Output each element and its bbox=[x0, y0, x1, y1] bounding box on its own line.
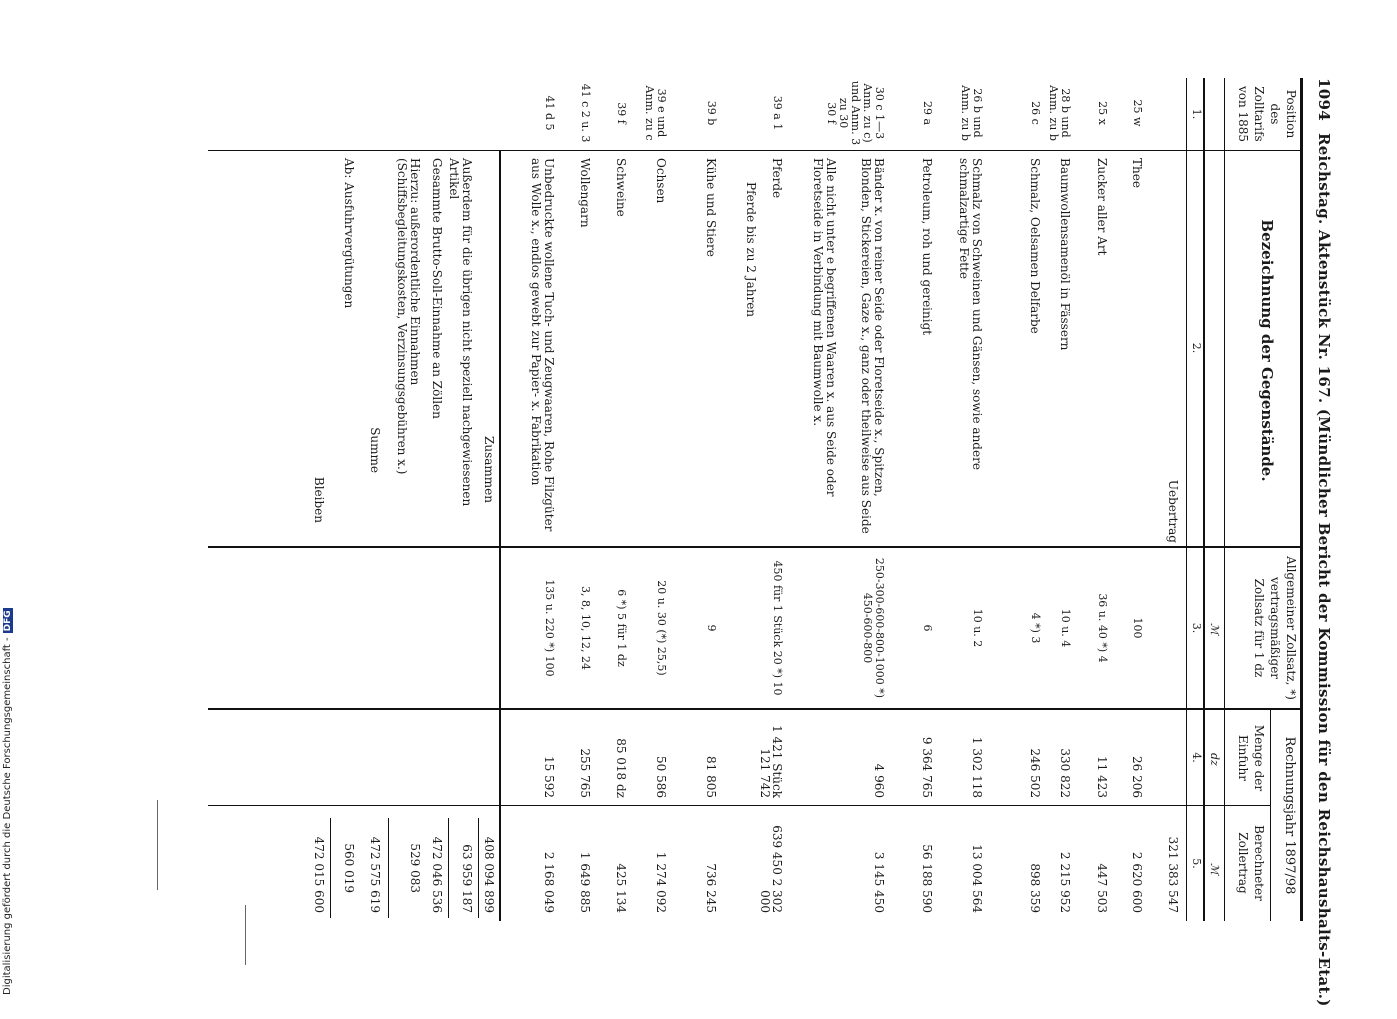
cell-description: Alle nicht unter e begriffenen Waaren x. aus Seide oder Floretseide in Verbindung mit Baumwolle x. bbox=[811, 158, 838, 497]
cell-rate: 250-300-600-800-1000 *) 450-600-800 bbox=[861, 557, 886, 699]
credit-text: Digitalisierung gefördert durch die Deutsche Forschungsgemeinschaft - bbox=[2, 637, 13, 995]
column-number: 1. bbox=[1190, 108, 1203, 120]
cell-yield: 472 015 600 bbox=[312, 836, 326, 913]
column-number: 5. bbox=[1190, 858, 1203, 869]
cell-description: Petroleum, roh und gereinigt bbox=[920, 158, 934, 336]
cell-quantity: 1 421 Stück 121 742 bbox=[758, 725, 784, 798]
header-fiscal-year: Rechnungsjahr 1897/98 bbox=[1282, 736, 1297, 895]
cell-position: 30 f bbox=[825, 102, 838, 124]
unit-yield: ℳ bbox=[1208, 863, 1221, 875]
totals-rule bbox=[499, 150, 501, 921]
cell-description: Pferde bis zu 2 Jahren bbox=[744, 182, 758, 318]
column-number: 4. bbox=[1190, 752, 1203, 763]
cell-yield: 447 503 bbox=[1095, 863, 1109, 913]
cell-description: Uebertrag bbox=[1166, 479, 1180, 543]
cell-description: Pferde bbox=[770, 158, 784, 199]
cell-yield: 736 245 bbox=[704, 863, 718, 913]
column-divider bbox=[208, 708, 1303, 710]
cell-position: 28 b und Anm. zu b bbox=[1047, 85, 1072, 141]
cell-yield: 2 168 049 bbox=[542, 851, 556, 913]
digitization-credit bbox=[2, 5, 13, 995]
cell-rate: 9 bbox=[705, 624, 718, 632]
cell-rate: 3, 8, 10, 12, 24 bbox=[579, 586, 592, 670]
cell-description: Ab: Ausfuhrvergütungen bbox=[342, 158, 356, 309]
cell-description: Bleiben bbox=[312, 476, 326, 523]
cell-rate: 36 u. 40 *) 4 bbox=[1096, 593, 1109, 663]
cell-yield: 639 450 2 302 000 bbox=[758, 825, 784, 913]
page-number: 1094 bbox=[1315, 78, 1333, 121]
cell-description: Außerdem für die übrigen nicht speziell nachgewiesenen Artikel bbox=[447, 158, 474, 507]
header-yield: Berechneter Zollertrag bbox=[1236, 825, 1266, 901]
cell-quantity: 255 765 bbox=[578, 748, 592, 798]
header-description: Bezeichnung der Gegenstände. bbox=[1258, 219, 1276, 482]
cell-yield: 2 215 952 bbox=[1058, 851, 1072, 913]
cell-yield: 408 094 899 bbox=[482, 836, 496, 913]
cell-yield: 529 083 bbox=[408, 843, 422, 893]
table-colnum-rule bbox=[1203, 78, 1205, 921]
cell-yield: 321 383 547 bbox=[1166, 836, 1180, 913]
customs-table bbox=[208, 78, 1303, 921]
document-page bbox=[208, 78, 1333, 1007]
cell-yield: 560 019 bbox=[342, 843, 356, 893]
cell-yield: 472 046 536 bbox=[430, 836, 444, 913]
header-position: Position des Zolltarifs von 1885 bbox=[1236, 85, 1298, 143]
cell-position: 39 a 1 bbox=[771, 95, 784, 131]
cell-description: Zucker aller Art bbox=[1095, 158, 1109, 256]
cell-description: Baumwollensamenöl in Fässern bbox=[1058, 158, 1072, 351]
cell-position: 41 c 2 u. 3 bbox=[579, 83, 592, 143]
cell-rate: 6 bbox=[921, 624, 934, 632]
cell-yield: 63 959 187 bbox=[460, 844, 474, 913]
group-header-rule bbox=[1270, 710, 1271, 921]
cell-quantity: 81 805 bbox=[704, 756, 718, 798]
cell-yield: 1 274 092 bbox=[654, 851, 668, 913]
sum-rule bbox=[388, 818, 389, 918]
cell-position: 26 b und Anm. zu b bbox=[959, 85, 984, 141]
cell-position: 39 e und Anm. zu c bbox=[643, 85, 668, 141]
cell-rate: 10 u. 2 bbox=[971, 608, 984, 648]
cell-description: Gesammte Brutto-Soll-Einnahme an Zöllen bbox=[430, 158, 444, 419]
cell-rate: 100 bbox=[1131, 617, 1144, 639]
page-header bbox=[1307, 78, 1333, 1007]
cell-position: 26 c bbox=[1029, 101, 1042, 125]
header-quantity: Menge der Einfuhr bbox=[1236, 724, 1266, 792]
column-number: 3. bbox=[1190, 622, 1203, 634]
digitization-credit-sidebar bbox=[2, 0, 22, 1000]
table-body-rule bbox=[1186, 78, 1187, 921]
cell-quantity: 85 018 dz bbox=[614, 738, 628, 798]
cell-description: Schweine bbox=[614, 158, 628, 217]
margin-mark bbox=[157, 800, 158, 890]
cell-yield: 3 145 450 bbox=[872, 851, 886, 913]
cell-position: 41 d 5 bbox=[543, 95, 556, 131]
cell-yield: 13 004 564 bbox=[970, 844, 984, 913]
cell-rate: 135 u. 220 *) 100 bbox=[543, 579, 556, 677]
unit-quantity: dz bbox=[1208, 753, 1221, 766]
cell-description: Schmalz, Oelsamen Delfarbe bbox=[1028, 158, 1042, 334]
cell-yield: 425 134 bbox=[614, 863, 628, 913]
sum-rule bbox=[448, 818, 449, 918]
column-divider bbox=[208, 150, 1303, 151]
cell-quantity: 11 423 bbox=[1095, 756, 1109, 798]
column-divider bbox=[208, 805, 1271, 806]
cell-rate: 6 *) 5 für 1 dz bbox=[615, 589, 628, 667]
cell-description: Ochsen bbox=[654, 158, 668, 204]
header-rate: Allgemeiner Zollsatz, *) vertragsmäßiger Zollsatz für 1 dz bbox=[1252, 556, 1298, 700]
cell-rate: 10 u. 4 bbox=[1059, 608, 1072, 648]
cell-position: 25 w bbox=[1131, 99, 1144, 127]
dfg-logo: DFG bbox=[3, 610, 13, 632]
cell-description: Thee bbox=[1130, 158, 1144, 188]
cell-quantity: 15 592 bbox=[542, 756, 556, 798]
sum-rule bbox=[478, 818, 479, 918]
cell-position: 39 f bbox=[615, 102, 628, 124]
cell-quantity: 50 586 bbox=[654, 756, 668, 798]
cell-yield: 1 649 885 bbox=[578, 851, 592, 913]
column-number: 2. bbox=[1190, 342, 1203, 354]
cell-quantity: 246 502 bbox=[1028, 748, 1042, 798]
cell-rate: 450 für 1 Stück 20 *) 10 bbox=[771, 560, 784, 696]
cell-description: Schmalz von Schweinen und Gänsen, sowie andere schmalzartige Fette bbox=[957, 158, 984, 470]
cell-description: Kühe und Stiere bbox=[704, 158, 718, 257]
page-header-text: Reichstag. Aktenstück Nr. 167. (Mündlicher Bericht der Kommission für den Reichshaushalts-Etat.) bbox=[1315, 132, 1333, 1007]
cell-yield: 898 359 bbox=[1028, 863, 1042, 913]
cell-yield: 56 188 590 bbox=[920, 844, 934, 913]
cell-quantity: 1 302 118 bbox=[970, 736, 984, 798]
cell-rate: 4 *) 3 bbox=[1029, 612, 1042, 644]
cell-quantity: 330 822 bbox=[1058, 748, 1072, 798]
cell-description: Unbedruckte wollene Tuch- und Zeugwaaren, Rohe Filzgüter aus Wolle x., endlos gewebt zur Papier- x. Fabrikation bbox=[529, 158, 556, 532]
cell-quantity: 26 206 bbox=[1130, 756, 1144, 798]
cell-position: 29 a bbox=[921, 100, 934, 126]
cell-yield: 472 575 619 bbox=[368, 836, 382, 913]
table-header-rule bbox=[1224, 78, 1225, 921]
cell-description: Hierzu: außerordentliche Einnahmen (Schiffsbegleitungskosten, Verzinsungsgebühren x.) bbox=[395, 158, 422, 475]
cell-yield: 2 620 600 bbox=[1130, 851, 1144, 913]
cell-position: 30 c 1—3 Anm. zu c) und Anm. 3 zu 30 bbox=[837, 80, 886, 146]
table-top-rule bbox=[1300, 78, 1303, 921]
cell-description: Wollengarn bbox=[578, 158, 592, 228]
cell-rate: 20 u. 30 (*) 25,5) bbox=[655, 580, 668, 676]
sum-rule bbox=[330, 818, 331, 918]
unit-rate: ℳ bbox=[1208, 623, 1221, 635]
cell-quantity: 9 364 765 bbox=[920, 736, 934, 798]
cell-position: 25 x bbox=[1096, 101, 1109, 125]
cell-description: Bänder x. von reiner Seide oder Floretseide x., Spitzen, Blonden, Stickereien, Gaze x., ganz oder theilweise aus Seide bbox=[859, 158, 886, 534]
cell-quantity: 4 960 bbox=[872, 763, 886, 798]
cell-position: 39 b bbox=[705, 100, 718, 126]
cell-description: Zusammen bbox=[482, 436, 496, 503]
cell-description: Summe bbox=[368, 427, 382, 473]
